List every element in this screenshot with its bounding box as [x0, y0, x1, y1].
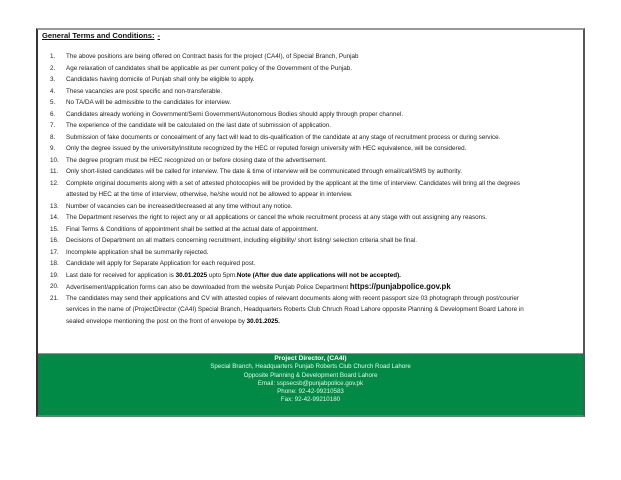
item-text: attested by HEC at the time of interview, otherwise, he/she would not be allowed to appear in interview.	[66, 191, 353, 198]
item-text: The experience of the candidate will be calculated on the last date of submission of application.	[66, 122, 331, 129]
footer-phone: Phone: 92-42-99210583	[277, 388, 344, 396]
website-link[interactable]: https://punjabpolice.gov.pk	[349, 282, 451, 291]
item-number: 3.	[50, 76, 56, 83]
item-number: 5.	[50, 99, 56, 106]
item-text: Candidates having domicile of Punjab shall only be eligible to apply.	[66, 76, 255, 83]
heading-dash: -	[157, 31, 161, 40]
item-text: Complete original documents along with a set of attested photocopies will be provided by the applicant at the time of interview. Candidates will bring all the degrees	[66, 179, 520, 187]
item-number: 20.	[50, 283, 59, 290]
item-number: 16.	[50, 237, 59, 244]
deadline-text: Last date for received for application is	[66, 271, 176, 279]
item-number: 21.	[50, 294, 59, 302]
footer-fax: Fax: 92-42-99210180	[280, 396, 341, 404]
item-number: 7.	[50, 122, 56, 129]
item-number: 11.	[50, 168, 59, 175]
item-text: Number of vacancies can be increased/decreased at any time without any notice.	[66, 202, 293, 210]
item-text: Final Terms & Conditions of appointment shall be settled at the actual date of appointment.	[66, 225, 319, 233]
envelope-text: sealed envelope mentioning the post on the front of envelope by	[66, 317, 247, 325]
footer-address-line1: Special Branch, Headquarters Punjab Roberts Club Church Road Lahore	[210, 363, 411, 371]
item-text: The degree program must be HEC recognized on or before closing date of the advertisement.	[66, 156, 327, 164]
item-text: Only short-listed candidates will be called for interview. The date & time of interview will be communicated through email/call/SMS by authority.	[66, 168, 462, 175]
download-text: Advertisement/application forms can also be downloaded from the website Punjab Police Department	[66, 284, 350, 291]
item-text: No TA/DA will be admissible to the candidates for interview.	[66, 99, 231, 106]
item-number: 4.	[50, 87, 56, 95]
item-number: 1.	[50, 53, 56, 60]
item-number: 19.	[50, 271, 59, 279]
terms-box	[36, 28, 585, 417]
envelope-date: 30.01.2025.	[246, 317, 280, 325]
deadline-time: upto 5pm.	[207, 271, 237, 279]
item-text: Incomplete application shall be summarily rejected.	[66, 248, 209, 256]
item-text	[66, 270, 401, 282]
item-text: These vacancies are post specific and non-transferable.	[66, 87, 223, 95]
item-text: Submission of fake documents or concealment of any fact will lead to dis-qualification of the candidate at any stage of recruitment process or during service.	[66, 133, 501, 141]
item-text: services in the name of (ProjectDirector (CA4I) Special Branch, Headquarters Roberts Club Chruch Road Lahore opposite Planning & Development Board Lahore in	[66, 306, 524, 313]
item-text: The above positions are being offered on Contract basis for the project (CA4I), of Special Branch, Punjab	[66, 53, 359, 60]
item-number: 10.	[50, 156, 59, 164]
item-text: The candidates may send their applications and CV with attested copies of relevant documents along with recent passport size 03 photograph through post/courier	[66, 294, 519, 302]
terms-heading	[42, 31, 160, 40]
item-text	[66, 316, 280, 328]
item-text: Decisions of Department on all matters concerning recruitment, including eligibility/ short listing/ selection criteria shall be final.	[66, 237, 418, 244]
item-number: 6.	[50, 110, 56, 118]
contact-footer	[38, 353, 583, 415]
footer-title: Project Director, (CA4I)	[274, 355, 347, 362]
item-number: 17.	[50, 248, 59, 256]
heading-text: General Terms and Conditions:	[42, 31, 155, 40]
deadline-date: 30.01.2025	[175, 271, 208, 279]
item-text: Age relaxation of candidates shall be applicable as per current policy of the Government of the Punjab.	[66, 64, 352, 72]
item-number: 13.	[50, 202, 59, 210]
item-number: 9.	[50, 145, 56, 152]
footer-address-line2: Opposite Planning & Development Board Lahore	[243, 371, 378, 379]
item-number: 15.	[50, 225, 59, 233]
item-text: Candidate will apply for Separate Application for each required post.	[66, 260, 256, 267]
item-number: 18.	[50, 260, 59, 267]
deadline-note: Note (After due date applications will not be accepted).	[236, 271, 401, 279]
item-number: 2.	[50, 64, 56, 72]
item-text: Only the degree issued by the university/institute recognized by the HEC or reputed foreign university with HEC equivalence, will be considered.	[66, 145, 467, 152]
item-number: 8.	[50, 133, 56, 141]
item-text: The Department reserves the right to reject any or all applications or cancel the whole recruitment process at any stage with out assigning any reasons.	[66, 214, 488, 221]
footer-email: Email: sspsecsb@punjabpolice.gov.pk	[257, 379, 364, 387]
item-text: Candidates already working in Government/Semi Government/Autonomous Bodies should apply through proper channel.	[66, 110, 404, 118]
item-number: 14.	[50, 214, 59, 221]
item-number: 12.	[50, 179, 59, 187]
